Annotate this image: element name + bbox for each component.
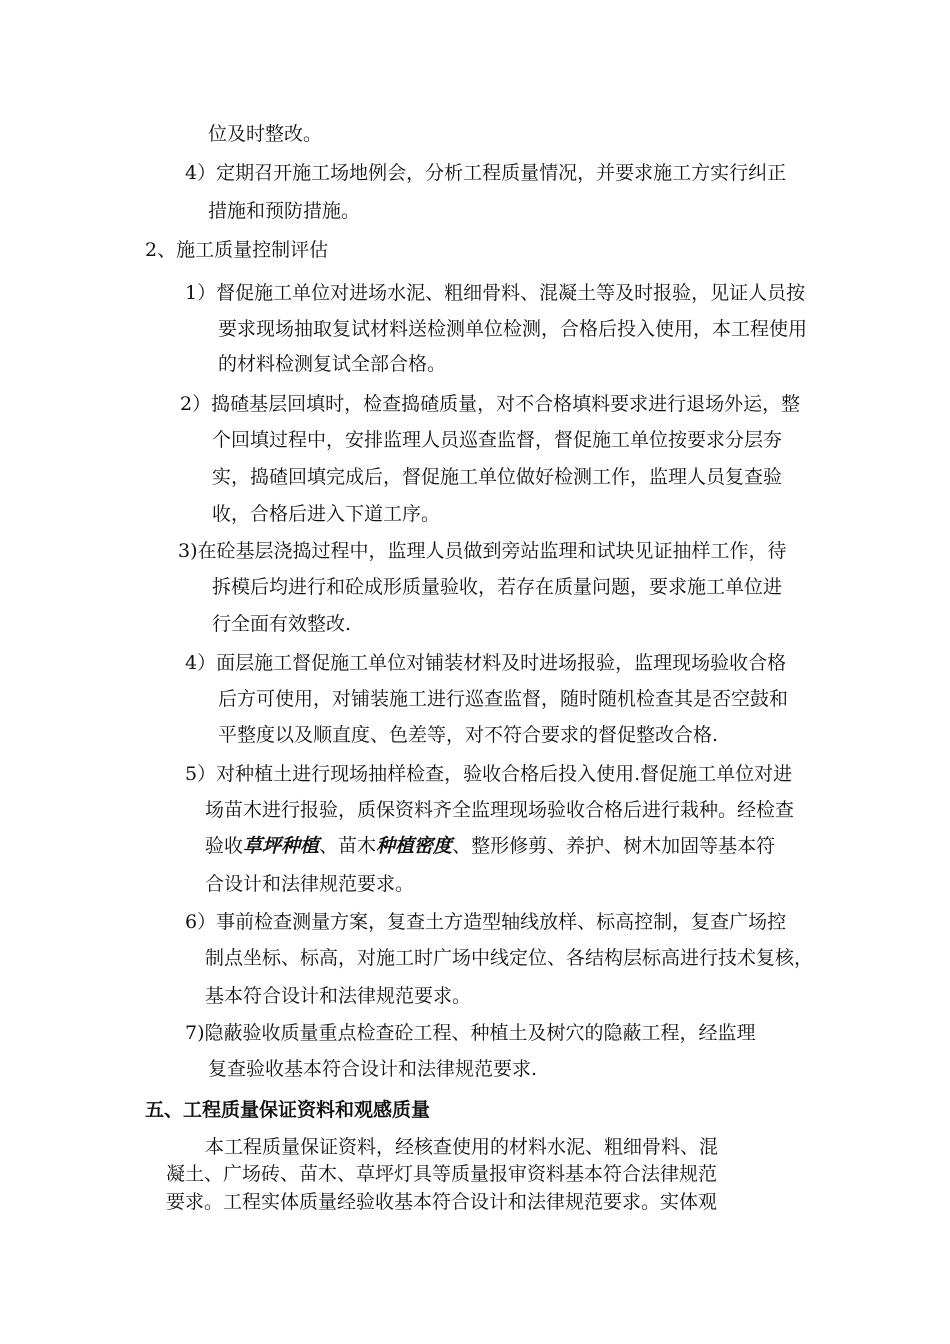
text-line: 合设计和法律规范要求。	[205, 873, 415, 895]
text-run: 、整形修剪、养护、树木加固等基本符	[452, 835, 776, 857]
list-item-7: 7)隐蔽验收质量重点检查砼工程、种植土及树穴的隐蔽工程，经监理	[185, 1022, 756, 1044]
list-item-1: 1）督促施工单位对进场水泥、粗细骨料、混凝土等及时报验，见证人员按	[185, 282, 806, 304]
paragraph-line: 本工程质量保证资料，经核查使用的材料水泥、粗细骨料、混	[205, 1136, 719, 1158]
text-line: 复查验收基本符合设计和法律规范要求.	[208, 1058, 538, 1080]
text-line: 个回填过程中，安排监理人员巡查监督，督促施工单位按要求分层夯	[212, 429, 783, 451]
list-item-5: 5）对种植土进行现场抽样检查，验收合格后投入使用.督促施工单位对进	[185, 763, 793, 785]
list-item-6: 6）事前检查测量方案，复查土方造型轴线放样、标高控制，复查广场控	[185, 911, 787, 933]
text-line: 的材料检测复试全部合格。	[218, 353, 447, 375]
section-heading: 2、施工质量控制评估	[145, 239, 329, 261]
text-line: 后方可使用，对铺装施工进行巡查监督，随时随机检查其是否空鼓和	[218, 688, 789, 710]
text-line-mixed	[205, 833, 775, 859]
text-line: 平整度以及顺直度、色差等，对不符合要求的督促整改合格.	[218, 724, 719, 746]
list-item-3: 3)在砼基层浇捣过程中，监理人员做到旁站监理和试块见证抽样工作，待	[178, 540, 787, 562]
paragraph-line: 要求。工程实体质量经验收基本符合设计和法律规范要求。实体观	[166, 1191, 718, 1213]
text-line: 拆模后均进行和砼成形质量验收，若存在质量问题，要求施工单位进	[212, 576, 783, 598]
chapter-heading: 五、工程质量保证资料和观感质量	[145, 1099, 431, 1121]
text-line: 行全面有效整改.	[212, 613, 352, 635]
text-line: 收，合格后进入下道工序。	[212, 503, 441, 525]
text-line: 要求现场抽取复试材料送检测单位检测，合格后投入使用，本工程使用	[218, 318, 808, 340]
list-item-4b: 4）面层施工督促施工单位对铺装材料及时进场报验，监理现场验收合格	[185, 652, 787, 674]
paragraph-line: 凝土、广场砖、苗木、草坪灯具等质量报审资料基本符合法律规范	[166, 1163, 718, 1185]
emphasis-run: 草坪种植	[243, 835, 320, 857]
text-line: 位及时整改。	[208, 123, 323, 145]
list-item-4: 4）定期召开施工场地例会，分析工程质量情况，并要求施工方实行纠正	[185, 162, 787, 184]
text-line: 措施和预防措施。	[208, 200, 361, 222]
emphasis-run: 种植密度	[376, 835, 453, 857]
list-item-2: 2）捣碴基层回填时，检查捣碴质量，对不合格填料要求进行退场外运，整	[180, 393, 801, 415]
text-line: 制点坐标、标高，对施工时广场中线定位、各结构层标高进行技术复核，	[205, 947, 814, 969]
text-line: 实，捣碴回填完成后，督促施工单位做好检测工作，监理人员复查验	[212, 466, 783, 488]
text-line: 场苗木进行报验，质保资料齐全监理现场验收合格后进行栽种。经检查	[205, 799, 795, 821]
text-run: 、苗木	[319, 835, 377, 857]
text-run: 验收	[205, 835, 244, 857]
text-line: 基本符合设计和法律规范要求。	[205, 985, 472, 1007]
